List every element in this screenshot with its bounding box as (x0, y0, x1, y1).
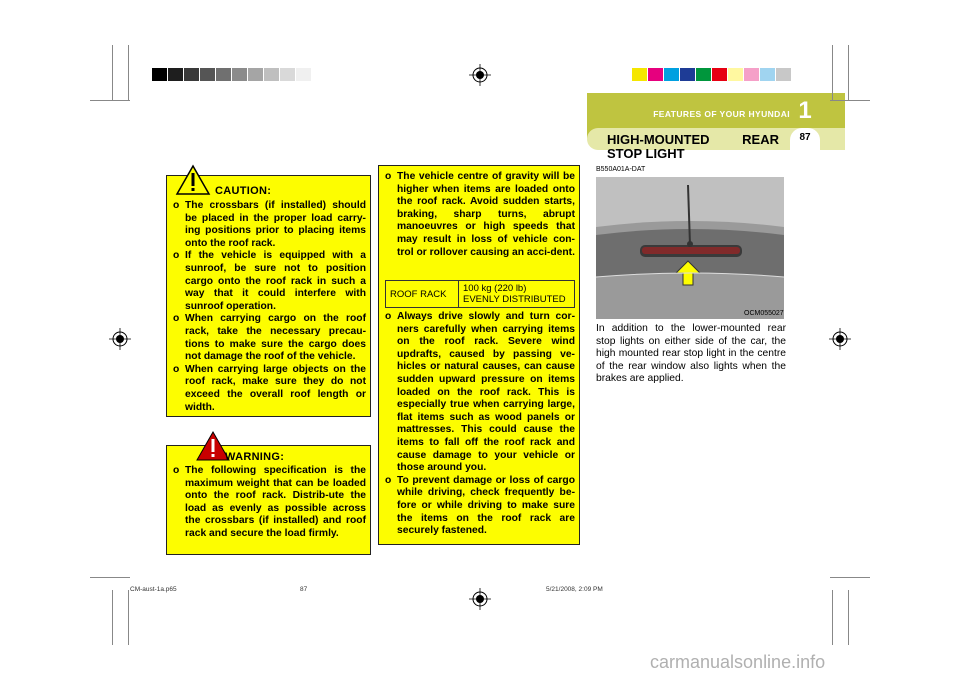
info-item: o Always drive slowly and turn cor-ners carefully when carrying items on the roof rack. Severe wind updrafts, caused by passing ve-hicles or natural causes, can cause sudden upward pressure on items loaded on the roof rack. This is especially true when carrying large, flat items such as wood panels or mattresses. This could cause the items to fall off the roof rack and cause damage to your vehicle or those around you. (385, 311, 575, 474)
color-swatch (712, 68, 727, 81)
color-swatch (776, 68, 791, 81)
color-swatch (680, 68, 695, 81)
color-swatch (216, 68, 231, 81)
caution-item: o The crossbars (if installed) should be placed in the proper load carry-ing positions prior to placing items onto the roof rack. (173, 200, 366, 249)
body-paragraph: In addition to the lower-mounted rear stop lights on either side of the car, the high mounted rear stop light in the centre of the rear window also lights when the brakes are applied. (596, 323, 786, 385)
color-swatch (744, 68, 759, 81)
warning-box (166, 445, 371, 555)
caution-item: o If the vehicle is equipped with a sunroof, be sure not to position cargo onto the roof rack in such a way that it could interfere with sunroof operation. (173, 250, 366, 312)
registration-mark-icon (109, 328, 131, 350)
footer-file: CM-aust-1a.p65 (130, 586, 177, 593)
color-swatch (760, 68, 775, 81)
spec-value-line: 100 kg (220 lb) (463, 283, 527, 294)
section-title (607, 133, 779, 161)
section-title-line: STOP LIGHT (607, 146, 685, 161)
registration-mark-icon (469, 588, 491, 610)
caution-item: o When carrying cargo on the roof rack, take the necessary precau-tions to make sure the cargo does not damage the roof of the vehicle. (173, 313, 366, 363)
spec-label: ROOF RACK (386, 281, 459, 307)
spec-value (459, 281, 574, 307)
section-title-word: HIGH-MOUNTED (607, 132, 710, 147)
color-swatch (664, 68, 679, 81)
color-swatch (296, 68, 311, 81)
photo-label: OCM055027 (744, 310, 784, 317)
chapter-title: FEATURES OF YOUR HYUNDAI (653, 109, 790, 119)
color-swatch (632, 68, 647, 81)
color-swatch (248, 68, 263, 81)
color-swatch (648, 68, 663, 81)
color-swatch (728, 68, 743, 81)
info-item: o The vehicle centre of gravity will be higher when items are loaded onto the roof rack. Avoid sudden starts, braking, sharp turns, abrupt manoeuvres or high speeds that may result in loss of vehicle con-trol or rollover causing an acci-dent. (385, 171, 575, 258)
page-number: 87 (799, 132, 811, 143)
color-swatch (200, 68, 215, 81)
roof-rack-spec-table (385, 280, 575, 308)
registration-mark-icon (829, 328, 851, 350)
registration-mark-icon (469, 64, 491, 86)
footer-page: 87 (300, 586, 308, 593)
color-swatch (152, 68, 167, 81)
color-swatch (280, 68, 295, 81)
color-swatch (184, 68, 199, 81)
color-swatch (232, 68, 247, 81)
color-swatch (264, 68, 279, 81)
caution-triangle-icon (175, 164, 211, 196)
caution-title: CAUTION: (215, 185, 272, 197)
footer-date: 5/21/2008, 2:09 PM (546, 586, 603, 593)
watermark: carmanualsonline.info (650, 652, 826, 672)
color-swatch (168, 68, 183, 81)
info-item: o To prevent damage or loss of cargo while driving, check frequently be-fore or while driving to make sure the items on the roof rack are securely fastened. (385, 474, 575, 537)
caution-box (166, 175, 371, 417)
chapter-number: 1 (798, 97, 812, 124)
section-code: B550A01A-DAT (596, 166, 646, 173)
spec-value-line: EVENLY DISTRIBUTED (463, 294, 566, 305)
caution-item: o When carrying large objects on the roof rack, make sure they do not exceed the overall roof length or width. (173, 363, 366, 413)
warning-title: WARNING: (225, 451, 285, 463)
stop-light-photo (596, 177, 784, 319)
color-swatch (696, 68, 711, 81)
middle-info-box (378, 165, 580, 545)
stop-light-image (596, 177, 784, 319)
warning-item: o The following specification is the maximum weight that can be loaded onto the roof rack. Distrib-ute the load as evenly as possible across the crossbars (if installed) and roof rack and secure the load firmly. (173, 465, 366, 539)
color-bar-grayscale (152, 68, 312, 81)
color-bar-process (632, 68, 792, 81)
section-title-word: REAR (742, 132, 779, 147)
